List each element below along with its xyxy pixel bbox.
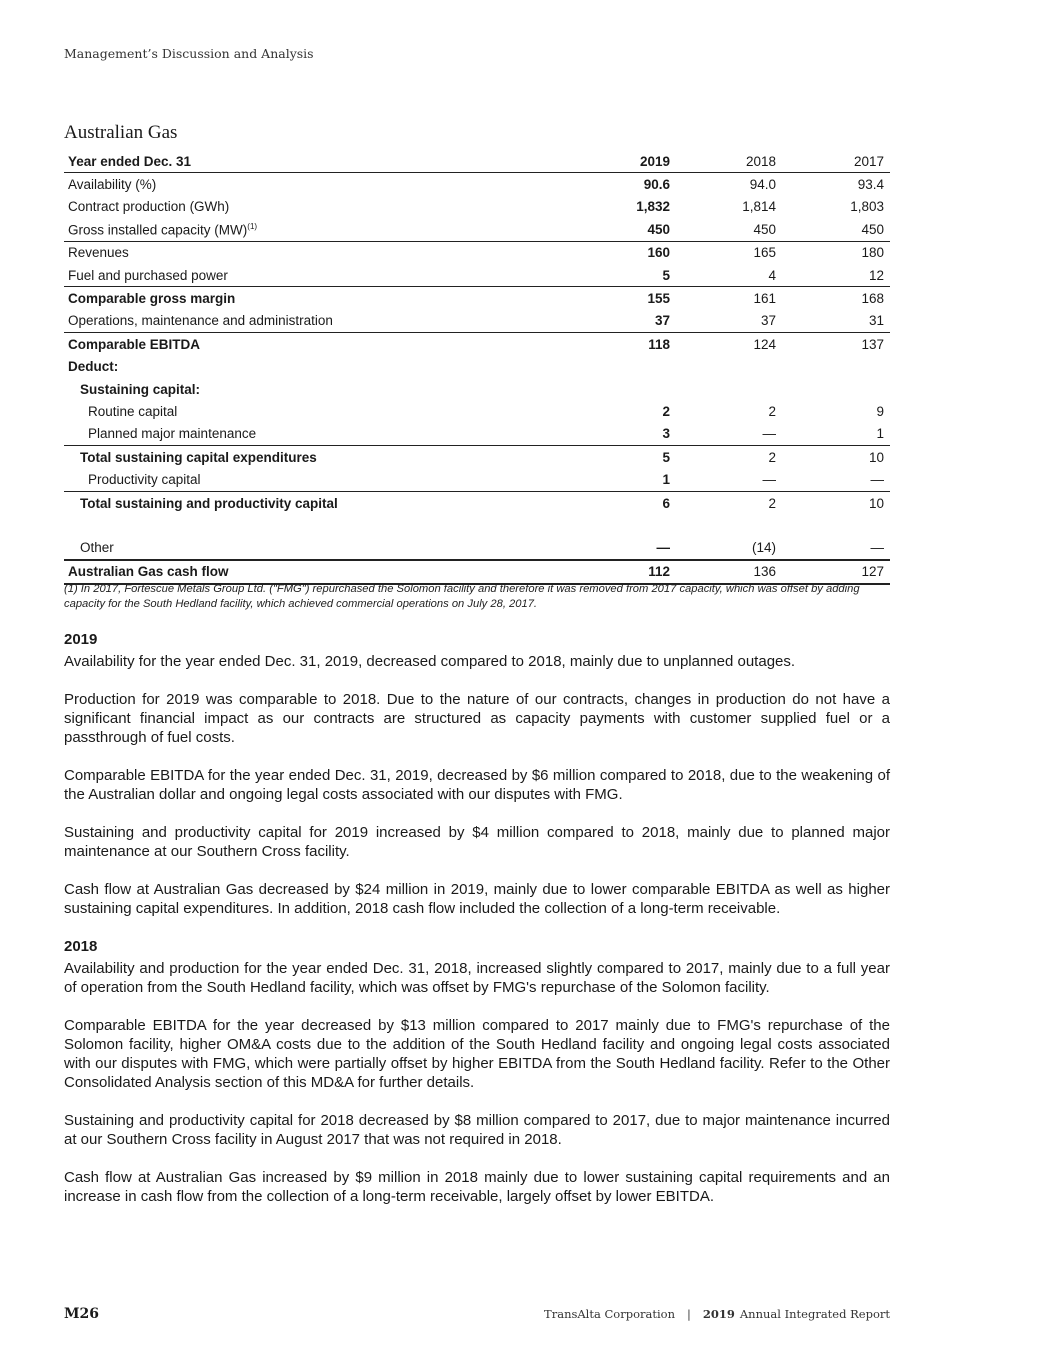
page-number: M26 bbox=[64, 1306, 99, 1322]
footer-separator: | bbox=[686, 1307, 691, 1321]
table-row bbox=[64, 468, 890, 491]
paragraph: Comparable EBITDA for the year ended Dec. 31, 2019, decreased by $6 million compared to 2018, due to the weakening of the Australian dollar and ongoing legal costs associated with our disputes with FMG. bbox=[64, 767, 890, 803]
value-2018: 2 bbox=[768, 495, 776, 511]
row-label: Other bbox=[64, 536, 524, 559]
row-label: Sustaining capital: bbox=[80, 381, 201, 397]
table-row bbox=[64, 218, 890, 241]
table-row bbox=[64, 400, 890, 422]
value-2018: 94.0 bbox=[749, 177, 776, 193]
table-row bbox=[64, 264, 890, 287]
row-label: Revenues bbox=[68, 245, 129, 261]
value-2019: 6 bbox=[662, 495, 670, 511]
row-label: Availability (%) bbox=[68, 177, 157, 193]
table-row bbox=[64, 333, 890, 356]
value-2017: 450 bbox=[782, 218, 890, 241]
value-2018: 124 bbox=[753, 336, 776, 352]
table-spacer-row bbox=[64, 514, 890, 536]
table-row bbox=[64, 536, 890, 559]
financial-table bbox=[64, 150, 890, 585]
row-label: Operations, maintenance and administration bbox=[64, 310, 524, 333]
value-2017: 1 bbox=[782, 423, 890, 446]
value-2019: 5 bbox=[524, 264, 676, 287]
row-label: Productivity capital bbox=[64, 468, 524, 491]
table-row bbox=[64, 241, 890, 264]
paragraph: Availability and production for the year ended Dec. 31, 2018, increased slightly compared to 2017, mainly due to a full year of operation from the South Hedland facility, which was offset by FMG's repurchase of the Solomon facility. bbox=[64, 960, 890, 996]
table-header-row bbox=[64, 150, 890, 173]
value-2018: — bbox=[676, 423, 782, 446]
row-label-text: Gross installed capacity (MW) bbox=[68, 222, 248, 238]
heading-2018: 2018 bbox=[64, 938, 98, 955]
value-2017: 168 bbox=[861, 291, 884, 307]
value-2018: 136 bbox=[676, 560, 782, 584]
header-2018: 2018 bbox=[676, 150, 782, 173]
paragraph: Sustaining and productivity capital for 2018 decreased by $8 million compared to 2017, due to major maintenance incurred at our Southern Cross facility in August 2017 that was not required in 2018. bbox=[64, 1112, 890, 1148]
value-2018: 2 bbox=[768, 403, 776, 419]
value-2017: 31 bbox=[782, 310, 890, 333]
paragraph: Availability for the year ended Dec. 31, 2019, decreased compared to 2018, mainly due to unplanned outages. bbox=[64, 653, 796, 670]
footer-company: TransAlta Corporation bbox=[544, 1307, 675, 1321]
footnote-marker: (1) bbox=[247, 221, 258, 231]
value-2017: 9 bbox=[876, 403, 884, 419]
value-2017: 1,803 bbox=[850, 199, 884, 215]
value-2019: 160 bbox=[647, 245, 670, 261]
table-row bbox=[64, 196, 890, 218]
value-2017: — bbox=[782, 536, 890, 559]
value-2019: — bbox=[524, 536, 676, 559]
header-label: Year ended Dec. 31 bbox=[64, 150, 524, 173]
value-2018: 1,814 bbox=[742, 199, 776, 215]
row-label: Planned major maintenance bbox=[64, 423, 524, 446]
table-row bbox=[64, 356, 890, 378]
row-label: Comparable gross margin bbox=[68, 291, 236, 307]
table-row bbox=[64, 491, 890, 514]
value-2018: 2 bbox=[768, 449, 776, 465]
value-2019: 450 bbox=[524, 218, 676, 241]
row-label: Total sustaining capital expenditures bbox=[80, 449, 317, 465]
value-2019: 2 bbox=[662, 403, 670, 419]
row-label: Total sustaining and productivity capital bbox=[80, 495, 338, 511]
value-2019: 112 bbox=[524, 560, 676, 584]
row-label: Australian Gas cash flow bbox=[64, 560, 524, 584]
value-2019: 90.6 bbox=[643, 177, 670, 193]
paragraph: Cash flow at Australian Gas increased by $9 million in 2018 mainly due to lower sustaining capital requirements and an increase in cash flow from the collection of a long-term receivable, largely offset by lower EBITDA. bbox=[64, 1169, 890, 1205]
value-2017: 137 bbox=[861, 336, 884, 352]
body-text bbox=[64, 630, 890, 1225]
row-label: Contract production (GWh) bbox=[68, 199, 230, 215]
value-2019: 155 bbox=[647, 291, 670, 307]
row-label: Deduct: bbox=[68, 359, 119, 375]
value-2018: 4 bbox=[676, 264, 782, 287]
value-2017: 180 bbox=[861, 245, 884, 261]
header-2019: 2019 bbox=[524, 150, 676, 173]
value-2019: 1,832 bbox=[636, 199, 670, 215]
footer-report-name: Annual Integrated Report bbox=[739, 1307, 890, 1321]
value-2018: — bbox=[676, 468, 782, 491]
value-2019: 1 bbox=[524, 468, 676, 491]
table-row bbox=[64, 287, 890, 310]
value-2019: 118 bbox=[648, 336, 670, 352]
value-2017: 12 bbox=[782, 264, 890, 287]
table-row bbox=[64, 173, 890, 196]
row-label bbox=[64, 218, 524, 241]
page-header-title: Management’s Discussion and Analysis bbox=[64, 46, 314, 61]
value-2019: 37 bbox=[524, 310, 676, 333]
heading-2019: 2019 bbox=[64, 631, 98, 648]
value-2018: 37 bbox=[676, 310, 782, 333]
value-2018: 161 bbox=[753, 291, 776, 307]
value-2018: 165 bbox=[753, 245, 776, 261]
value-2019: 5 bbox=[662, 449, 670, 465]
paragraph: Sustaining and productivity capital for 2019 increased by $4 million compared to 2018, mainly due to planned major maintenance at our Southern Cross facility. bbox=[64, 824, 890, 860]
table-row bbox=[64, 446, 890, 469]
value-2018: (14) bbox=[676, 536, 782, 559]
paragraph: Production for 2019 was comparable to 2018. Due to the nature of our contracts, changes in production do not have a significant financial impact as our contracts are structured as capacity payments with customer supplied fuel or a passthrough of fuel costs. bbox=[64, 691, 890, 746]
value-2019: 3 bbox=[524, 423, 676, 446]
paragraph: Cash flow at Australian Gas decreased by $24 million in 2019, mainly due to lower comparable EBITDA as well as higher sustaining capital expenditures. In addition, 2018 cash flow included the collection of a long-term receivable. bbox=[64, 881, 890, 917]
value-2017: 10 bbox=[868, 449, 884, 465]
value-2017: — bbox=[782, 468, 890, 491]
table-row bbox=[64, 310, 890, 333]
row-label: Comparable EBITDA bbox=[68, 336, 201, 352]
header-2017: 2017 bbox=[782, 150, 890, 173]
row-label: Fuel and purchased power bbox=[64, 264, 524, 287]
footer-report-info bbox=[544, 1307, 890, 1321]
value-2017: 93.4 bbox=[857, 177, 884, 193]
value-2017: 127 bbox=[782, 560, 890, 584]
paragraph: Comparable EBITDA for the year decreased by $13 million compared to 2017 mainly due to FMG's repurchase of the Solomon facility, higher OM&A costs due to the addition of the South Hedland facility and ongoing legal costs associated with our disputes with FMG, which were partially offset by higher EBITDA from the South Hedland facility. Refer to the Other Consolidated Analysis section of this MD&A for further details. bbox=[64, 1017, 890, 1091]
footer-year: 2019 bbox=[702, 1307, 735, 1321]
table-row bbox=[64, 378, 890, 400]
table-footnote: (1) In 2017, Fortescue Metals Group Ltd. ("FMG") repurchased the Solomon facility and therefore it was removed from 2017 capacity, which was offset by adding capacity for the South Hedland facility, which achieved commercial operations on July 28, 2017. bbox=[64, 583, 860, 610]
value-2017: 10 bbox=[868, 495, 884, 511]
table-row bbox=[64, 560, 890, 584]
section-title: Australian Gas bbox=[64, 122, 178, 143]
value-2018: 450 bbox=[676, 218, 782, 241]
table-row bbox=[64, 423, 890, 446]
row-label: Routine capital bbox=[88, 403, 178, 419]
